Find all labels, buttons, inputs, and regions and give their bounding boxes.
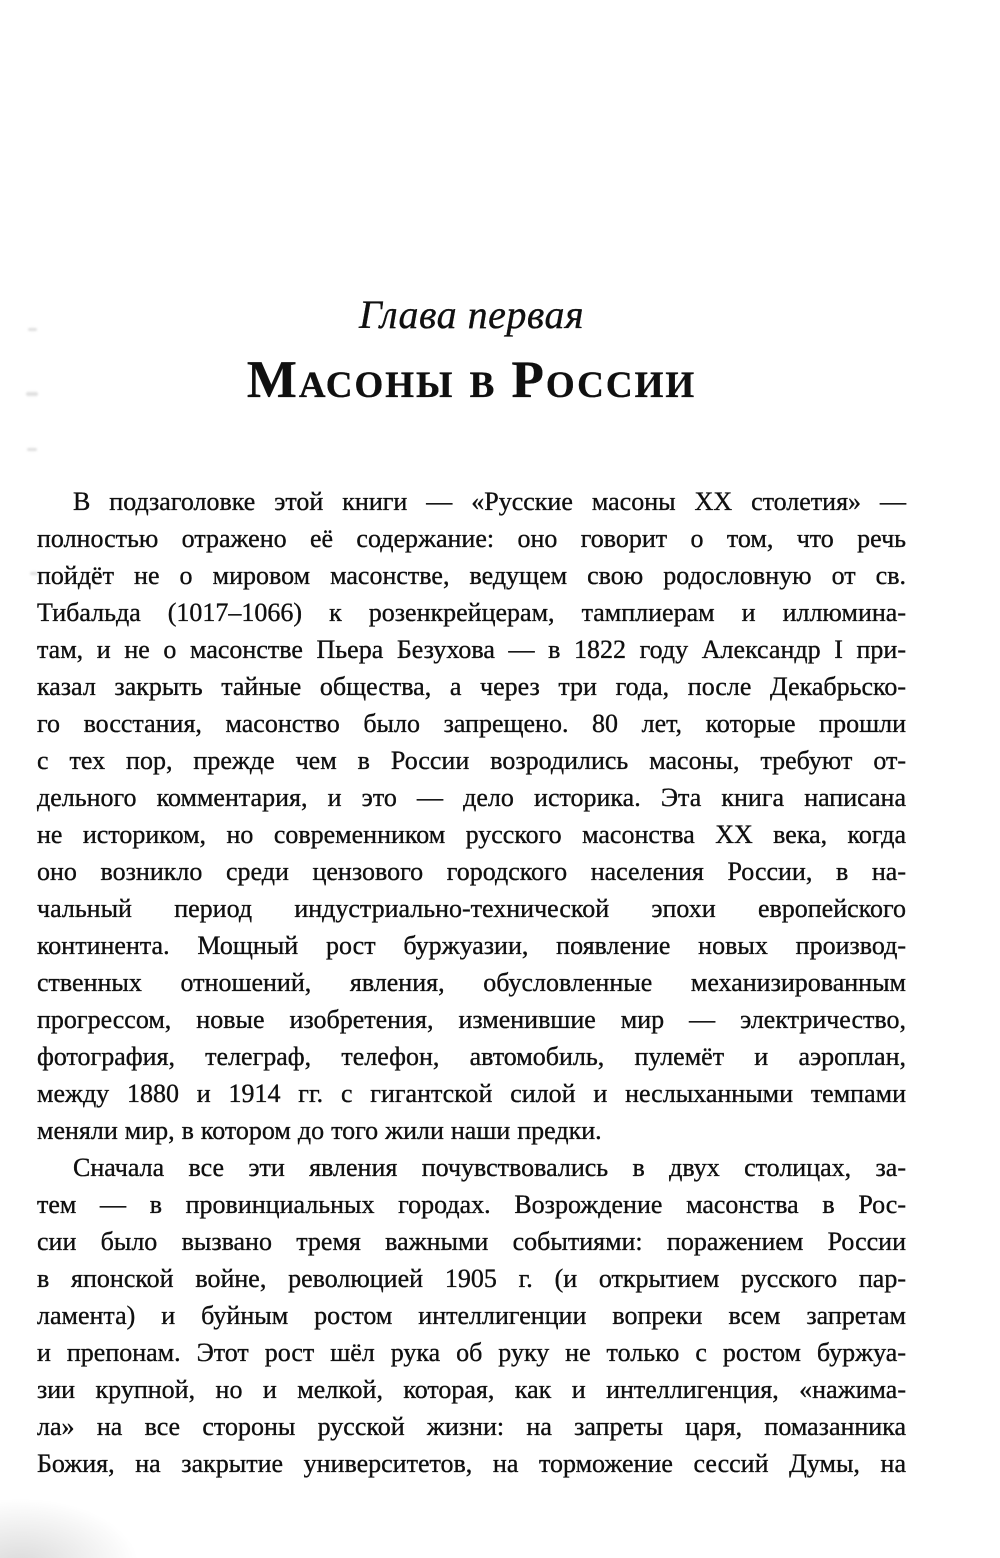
text-line: го восстания, масонство было запрещено. 80 лет, которые прошли <box>37 709 906 738</box>
text-line: сии было вызвано тремя важными событиями: поражением России <box>37 1227 906 1256</box>
chapter-heading <box>37 0 906 409</box>
text-line: ла» на все стороны русской жизни: на запреты царя, помазанника <box>37 1412 906 1441</box>
text-line: дельного комментария, и это — дело историка. Эта книга написана <box>37 783 906 812</box>
text-line: между 1880 и 1914 гг. с гигантской силой и неслыханными темпами <box>37 1079 906 1108</box>
scan-artifact <box>28 328 37 331</box>
text-line: и препонам. Этот рост шёл рука об руку не только с ростом буржуа- <box>37 1338 906 1367</box>
scan-artifact <box>27 448 37 451</box>
scan-corner-shadow <box>0 1498 140 1558</box>
text-line: Сначала все эти явления почувствовались в двух столицах, за- <box>73 1153 906 1182</box>
text-line: пойдёт не о мировом масонстве, ведущем свою родословную от св. <box>37 561 906 590</box>
body-text <box>37 483 906 1482</box>
scan-artifact <box>26 392 38 396</box>
chapter-label: Глава первая <box>358 292 585 337</box>
text-line: полностью отражено её содержание: оно говорит о том, что речь <box>37 524 906 553</box>
text-line: чальный период индустриально-технической эпохи европейского <box>37 894 906 923</box>
text-line: В подзаголовке этой книги — «Русские масоны XX столетия» — <box>73 487 906 516</box>
text-line: континента. Мощный рост буржуазии, появление новых производ- <box>37 931 906 960</box>
text-line: меняли мир, в котором до того жили наши предки. <box>37 1116 602 1145</box>
text-line: зии крупной, но и мелкой, которая, как и интеллигенция, «нажима- <box>37 1375 906 1404</box>
text-line: ламента) и буйным ростом интеллигенции вопреки всем запретам <box>37 1301 906 1330</box>
text-line: прогрессом, новые изобретения, изменившие мир — электричество, <box>37 1005 906 1034</box>
text-line: тем — в провинциальных городах. Возрождение масонства в Рос- <box>37 1190 906 1219</box>
text-line: оно возникло среди цензового городского населения России, в на- <box>37 857 906 886</box>
text-line: Божия, на закрытие университетов, на торможение сессий Думы, на <box>37 1449 906 1478</box>
text-line: в японской войне, революцией 1905 г. (и открытием русского пар- <box>37 1264 906 1293</box>
chapter-title: Масоны в России <box>246 351 697 409</box>
scan-artifact <box>30 572 38 575</box>
text-line: с тех пор, прежде чем в России возродились масоны, требуют от- <box>37 746 906 775</box>
text-line: ственных отношений, явления, обусловленные механизированным <box>37 968 906 997</box>
text-line: казал закрыть тайные общества, а через три года, после Декабрьско- <box>37 672 906 701</box>
text-line: не историком, но современником русского масонства XX века, когда <box>37 820 906 849</box>
text-line: там, и не о масонстве Пьера Безухова — в 1822 году Александр I при- <box>37 635 906 664</box>
text-line: Тибальда (1017–1066) к розенкрейцерам, тамплиерам и иллюмина- <box>37 598 906 627</box>
text-line: фотография, телеграф, телефон, автомобиль, пулемёт и аэроплан, <box>37 1042 906 1071</box>
